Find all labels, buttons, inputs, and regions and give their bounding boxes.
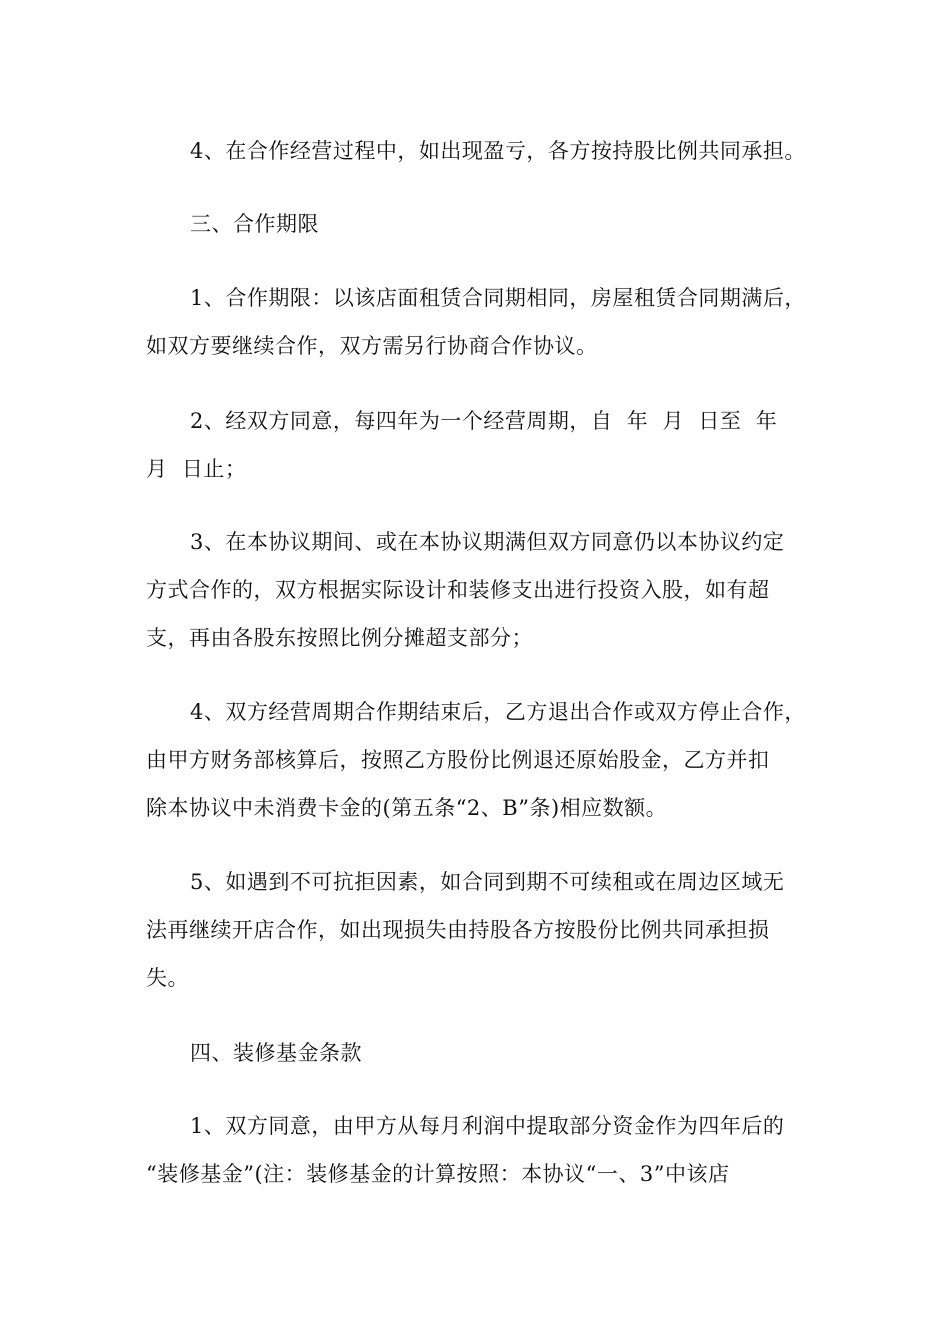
section-heading-renovation-fund: 四、装修基金条款 <box>190 1041 362 1065</box>
paragraph-exit-line-3: 除本协议中未消费卡金的(第五条“2、B”条)相应数额。 <box>146 796 668 820</box>
paragraph-investment-line-3: 支，再由各股东按照比例分摊超支部分； <box>146 626 533 650</box>
paragraph-investment-line-2: 方式合作的，双方根据实际设计和装修支出进行投资入股，如有超 <box>146 578 770 602</box>
paragraph-renovation-fund-line-2: “装修基金”(注：装修基金的计算按照：本协议“一、3”中该店 <box>146 1162 730 1186</box>
paragraph-investment-line-1: 3、在本协议期间、或在本协议期满但双方同意仍以本协议约定 <box>190 530 785 554</box>
paragraph-force-majeure-line-3: 失。 <box>146 966 189 990</box>
paragraph-loss-sharing: 4、在合作经营过程中，如出现盈亏，各方按持股比例共同承担。 <box>190 139 806 163</box>
paragraph-term-line-1: 1、合作期限：以该店面租赁合同期相同，房屋租赁合同期满后， <box>190 286 806 310</box>
paragraph-cycle-line-2: 月 日止； <box>146 457 247 481</box>
paragraph-cycle-line-1: 2、经双方同意，每四年为一个经营周期，自 年 月 日至 年 <box>190 409 778 433</box>
paragraph-force-majeure-line-2: 法再继续开店合作，如出现损失由持股各方按股份比例共同承担损 <box>146 918 770 942</box>
paragraph-renovation-fund-line-1: 1、双方同意，由甲方从每月利润中提取部分资金作为四年后的 <box>190 1114 785 1138</box>
paragraph-exit-line-2: 由甲方财务部核算后，按照乙方股份比例退还原始股金，乙方并扣 <box>146 748 770 772</box>
paragraph-exit-line-1: 4、双方经营周期合作期结束后，乙方退出合作或双方停止合作， <box>190 700 806 724</box>
paragraph-term-line-2: 如双方要继续合作，双方需另行协商合作协议。 <box>146 334 598 358</box>
section-heading-cooperation-term: 三、合作期限 <box>190 212 319 236</box>
paragraph-force-majeure-line-1: 5、如遇到不可抗拒因素，如合同到期不可续租或在周边区域无 <box>190 870 785 894</box>
